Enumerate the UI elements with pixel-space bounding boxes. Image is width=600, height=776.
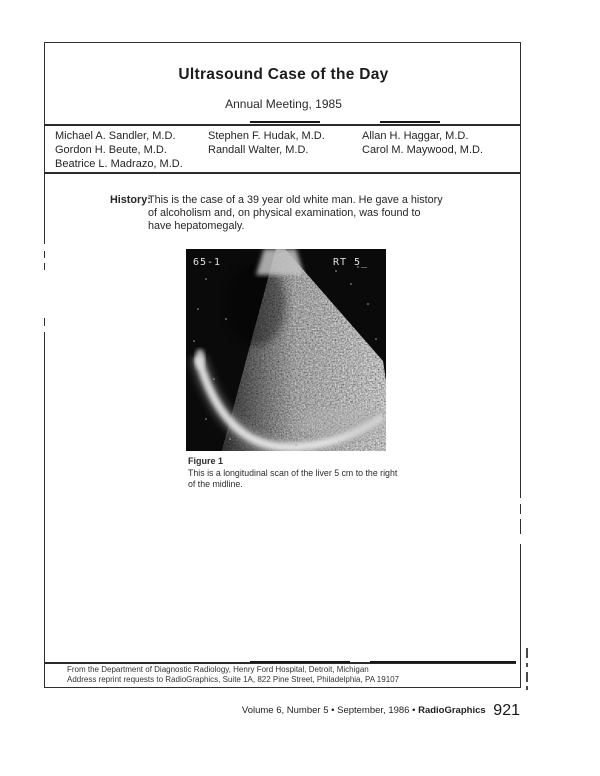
scan-label-left: 65-1 [193,257,222,268]
scan-artifact-gap [43,258,46,263]
history-section [110,194,444,233]
page-title: Ultrasound Case of the Day [178,66,389,83]
author-name: Gordon H. Beute, M.D. [55,144,167,156]
scan-label-right: RT 5_ [333,257,369,268]
author-name: Randall Walter, M.D. [208,144,309,156]
scan-artifact-mark [526,648,528,658]
scan-artifact-gap [43,270,46,318]
scan-artifact-mark [526,663,528,667]
footer-date: September, 1986 [337,705,410,716]
author-column-1 [55,129,183,171]
page-footer [44,702,520,720]
scan-artifact-mark [370,661,516,664]
scan-artifact-gap [520,534,523,544]
author-rule-top [44,124,521,126]
reprint-line: Address reprint requests to RadioGraphics, Suite 1A, 822 Pine Street, Philadelphia, PA 19107 [67,675,400,684]
scan-artifact-gap [520,498,523,504]
author-rule-bottom [44,172,521,174]
affiliation-line: From the Department of Diagnostic Radiology, Henry Ford Hospital, Detroit, Michigan [67,665,369,674]
scan-artifact-mark [250,121,320,123]
author-name: Carol M. Maywood, M.D. [362,144,484,156]
footer-volume: Volume 6, Number 5 [241,705,329,716]
footer-separator: • [412,705,416,716]
footer-separator: • [331,705,335,716]
author-column-2 [208,129,325,157]
figure-caption-text: This is a longitudinal scan of the liver 5 cm to the right of the midline. [188,468,398,489]
scan-artifact-mark [380,121,440,123]
history-text: This is the case of a 39 year old white man. He gave a history of alcoholism and, on physical examination, was found to have hepatomegaly. [148,194,443,232]
author-column-3 [362,129,483,157]
scan-artifact-gap [43,326,46,332]
history-label: History: [110,194,151,206]
page-subtitle: Annual Meeting, 1985 [225,97,342,111]
figure-caption [188,456,406,489]
scan-artifact-gap [520,514,523,519]
scan-artifact-gap [43,244,46,251]
scan-artifact-mark [526,686,528,690]
author-name: Michael A. Sandler, M.D. [55,130,176,142]
figure-caption-title: Figure 1 [188,456,224,466]
ultrasound-scan-graphic [186,249,386,451]
author-name: Allan H. Haggar, M.D. [362,130,469,142]
author-name: Beatrice L. Madrazo, M.D. [55,158,183,170]
ultrasound-image [186,249,386,451]
page-number: 921 [493,702,520,719]
journal-name: RadioGraphics [418,705,486,716]
scan-artifact-mark [250,661,350,664]
author-name: Stephen F. Hudak, M.D. [208,130,325,142]
scan-artifact-mark [526,672,528,682]
